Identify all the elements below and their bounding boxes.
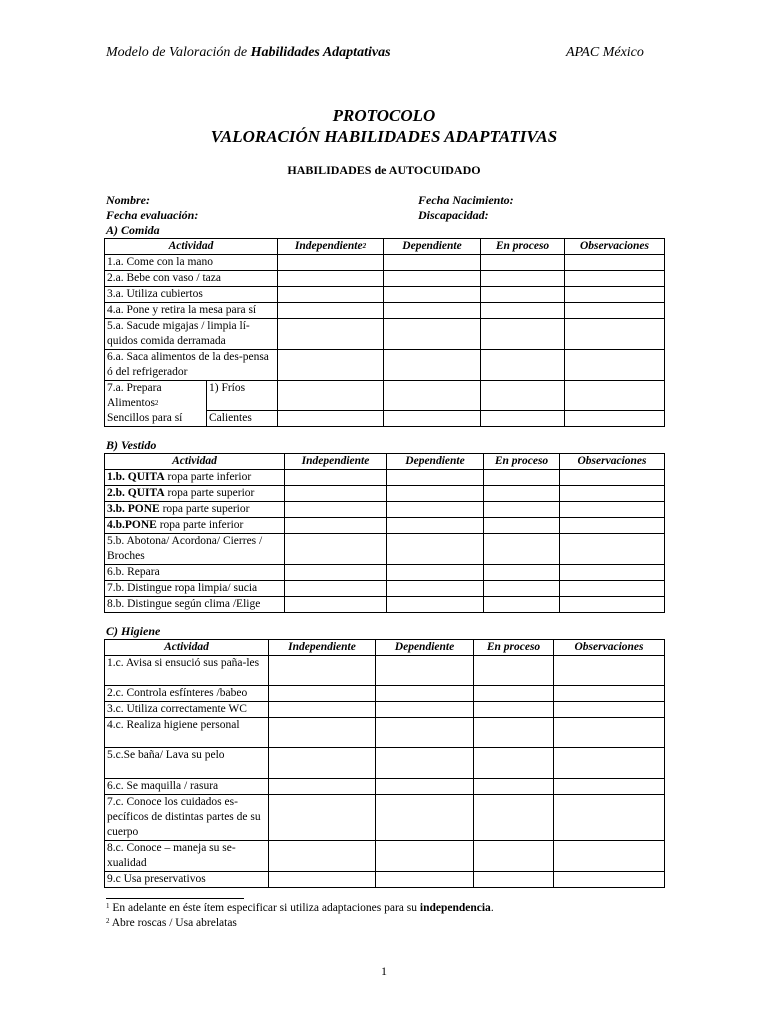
cell-en-proceso[interactable] [484, 518, 560, 534]
cell-independiente[interactable] [269, 718, 376, 748]
activity-text: 5.b. Abotona/ Acordona/ Cierres / Broches [107, 535, 263, 562]
cell-dependiente[interactable] [376, 656, 474, 686]
cell-en-proceso[interactable] [484, 565, 560, 581]
header-bold: Habilidades Adaptativas [250, 45, 391, 60]
cell-observaciones[interactable] [554, 718, 665, 748]
table-row [105, 597, 665, 613]
page-subtitle: VALORACIÓN HABILIDADES ADAPTATIVAS [210, 127, 558, 146]
cell-independiente[interactable] [278, 255, 384, 271]
table-vestido [104, 453, 665, 613]
cell-dependiente[interactable] [376, 702, 474, 718]
col-actividad: Actividad [105, 454, 285, 470]
col-actividad: Actividad [105, 640, 269, 656]
cell-independiente[interactable] [285, 565, 387, 581]
page-number: 1 [381, 964, 387, 978]
cell-en-proceso[interactable] [481, 255, 565, 271]
col-dependiente: Dependiente [387, 454, 484, 470]
cell-observaciones[interactable] [560, 518, 665, 534]
table-row [105, 779, 665, 795]
table-row [105, 381, 665, 411]
table-row [105, 656, 665, 686]
table-row [105, 271, 665, 287]
cell-en-proceso[interactable] [481, 271, 565, 287]
cell-en-proceso[interactable] [484, 581, 560, 597]
cell-observaciones[interactable] [554, 795, 665, 841]
col-en-proceso: En proceso [484, 454, 560, 470]
table-row [105, 872, 665, 888]
activity-text: 7.b. Distingue ropa limpia/ sucia [107, 582, 258, 594]
cell-en-proceso[interactable] [474, 718, 554, 748]
cell-observaciones[interactable] [554, 702, 665, 718]
table-row [105, 486, 665, 502]
cell-independiente[interactable] [269, 841, 376, 872]
table-row [105, 502, 665, 518]
table-row [105, 470, 665, 486]
activity-label [105, 381, 207, 427]
col-independiente [278, 239, 384, 255]
section-b-heading: B) Vestido [106, 438, 157, 452]
prepara-label-2: Sencillos para sí [107, 412, 183, 424]
table-row [105, 702, 665, 718]
activity-label: 3.a. Utiliza cubiertos [105, 287, 278, 303]
cell-observaciones[interactable] [560, 534, 665, 565]
activity-label [105, 581, 285, 597]
cell-en-proceso[interactable] [481, 287, 565, 303]
table-row [105, 350, 665, 381]
cell-en-proceso[interactable] [484, 470, 560, 486]
cell-independiente[interactable] [269, 656, 376, 686]
cell-en-proceso[interactable] [474, 686, 554, 702]
cell-observaciones[interactable] [565, 350, 665, 381]
activity-label: 6.a. Saca alimentos de la des-pensa ó del refrigerador [105, 350, 278, 381]
cell-observaciones[interactable] [554, 841, 665, 872]
activity-bold: 1.b. QUITA [107, 471, 165, 483]
cell-dependiente[interactable] [384, 303, 481, 319]
activity-bold: 3.b. PONE [107, 503, 160, 515]
table-row [105, 319, 665, 350]
activity-label: 8.c. Conoce – maneja su se-xualidad [105, 841, 269, 872]
cell-observaciones[interactable] [554, 686, 665, 702]
col-observaciones: Observaciones [565, 239, 665, 255]
footnote-2-mark: 2 [106, 917, 110, 925]
cell-en-proceso[interactable] [481, 319, 565, 350]
footnote-1-mark: 1 [106, 902, 110, 910]
cell-dependiente[interactable] [387, 565, 484, 581]
table-row [105, 718, 665, 748]
cell-en-proceso[interactable] [481, 350, 565, 381]
cell-en-proceso[interactable] [481, 303, 565, 319]
activity-bold: 4.b.PONE [107, 519, 157, 531]
footnote-1-bold: independencia [419, 902, 491, 914]
cell-en-proceso[interactable] [474, 795, 554, 841]
sub-activity-label: Calientes [207, 411, 278, 427]
activity-label: 9.c Usa preservativos [105, 872, 269, 888]
cell-en-proceso[interactable] [484, 486, 560, 502]
cell-dependiente[interactable] [384, 319, 481, 350]
cell-observaciones[interactable] [565, 319, 665, 350]
footnote-ref: 2 [154, 399, 159, 407]
sub-activity-label: 1) Fríos [207, 381, 278, 411]
table-row [105, 303, 665, 319]
cell-independiente[interactable] [278, 350, 384, 381]
cell-en-proceso[interactable] [474, 748, 554, 779]
cell-observaciones[interactable] [560, 581, 665, 597]
col-dependiente: Dependiente [384, 239, 481, 255]
cell-independiente[interactable] [285, 518, 387, 534]
cell-observaciones[interactable] [560, 597, 665, 613]
col-actividad: Actividad [105, 239, 278, 255]
activity-label [105, 486, 285, 502]
cell-dependiente[interactable] [384, 287, 481, 303]
cell-dependiente[interactable] [387, 581, 484, 597]
activity-text: 6.b. Repara [107, 566, 160, 578]
page-title: PROTOCOLO [332, 106, 436, 125]
activity-label [105, 534, 285, 565]
cell-observaciones[interactable] [554, 748, 665, 779]
col-independiente-text: Independiente [294, 240, 363, 252]
footnote-2 [106, 917, 237, 929]
activity-label: 4.a. Pone y retira la mesa para sí [105, 303, 278, 319]
col-observaciones: Observaciones [554, 640, 665, 656]
fecha-nacimiento-label: Fecha Nacimiento: [418, 193, 514, 207]
activity-label: 1.a. Come con la mano [105, 255, 278, 271]
footnote-ref: 2 [362, 242, 367, 250]
table-row [105, 686, 665, 702]
cell-observaciones[interactable] [560, 486, 665, 502]
col-observaciones: Observaciones [560, 454, 665, 470]
cell-independiente[interactable] [269, 686, 376, 702]
cell-independiente[interactable] [278, 303, 384, 319]
cell-observaciones[interactable] [554, 872, 665, 888]
cell-en-proceso[interactable] [474, 656, 554, 686]
section-heading: HABILIDADES de AUTOCUIDADO [287, 163, 481, 177]
nombre-label: Nombre: [106, 193, 150, 207]
footnote-1 [106, 902, 494, 914]
table-row [105, 287, 665, 303]
activity-text: ropa parte superior [159, 503, 250, 515]
cell-observaciones[interactable] [554, 779, 665, 795]
cell-en-proceso[interactable] [484, 534, 560, 565]
section-c-heading: C) Higiene [106, 624, 161, 638]
table-row [105, 841, 665, 872]
cell-dependiente[interactable] [376, 718, 474, 748]
table-comida [104, 238, 665, 427]
activity-label [105, 518, 285, 534]
table-row [105, 565, 665, 581]
cell-observaciones[interactable] [560, 565, 665, 581]
cell-dependiente[interactable] [376, 841, 474, 872]
discapacidad-label: Discapacidad: [418, 208, 489, 222]
cell-observaciones[interactable] [560, 470, 665, 486]
cell-dependiente[interactable] [387, 502, 484, 518]
activity-label [105, 565, 285, 581]
activity-text: ropa parte inferior [164, 471, 252, 483]
cell-observaciones[interactable] [565, 411, 665, 427]
cell-independiente[interactable] [269, 779, 376, 795]
cell-independiente[interactable] [285, 470, 387, 486]
cell-observaciones[interactable] [565, 381, 665, 411]
activity-label: 2.c. Controla esfínteres /babeo [105, 686, 269, 702]
cell-en-proceso[interactable] [481, 411, 565, 427]
cell-dependiente[interactable] [376, 779, 474, 795]
col-independiente: Independiente [285, 454, 387, 470]
cell-dependiente[interactable] [384, 381, 481, 411]
activity-label: 5.a. Sacude migajas / limpia lí-quidos comida derramada [105, 319, 278, 350]
document-header-title [106, 45, 391, 61]
footnote-1-end: . [490, 902, 494, 914]
cell-independiente[interactable] [285, 581, 387, 597]
cell-dependiente[interactable] [376, 872, 474, 888]
col-independiente: Independiente [269, 640, 376, 656]
cell-dependiente[interactable] [376, 686, 474, 702]
header-prefix: Modelo de Valoración de [106, 45, 251, 60]
cell-observaciones[interactable] [565, 287, 665, 303]
cell-en-proceso[interactable] [481, 381, 565, 411]
footnote-2-text: Abre roscas / Usa abrelatas [109, 917, 237, 929]
table-row [105, 795, 665, 841]
cell-dependiente[interactable] [384, 271, 481, 287]
footnote-separator [106, 898, 244, 899]
cell-dependiente[interactable] [387, 597, 484, 613]
activity-label [105, 470, 285, 486]
activity-text: ropa parte inferior [156, 519, 244, 531]
prepara-label: 7.a. Prepara Alimentos [107, 382, 162, 409]
col-dependiente: Dependiente [376, 640, 474, 656]
cell-dependiente[interactable] [387, 486, 484, 502]
cell-independiente[interactable] [269, 872, 376, 888]
col-en-proceso: En proceso [474, 640, 554, 656]
cell-dependiente[interactable] [384, 350, 481, 381]
activity-label: 7.c. Conoce los cuidados es-pecíficos de distintas partes de su cuerpo [105, 795, 269, 841]
cell-independiente[interactable] [278, 411, 384, 427]
table-row [105, 255, 665, 271]
cell-independiente[interactable] [278, 381, 384, 411]
activity-label [105, 597, 285, 613]
cell-en-proceso[interactable] [474, 872, 554, 888]
cell-observaciones[interactable] [554, 656, 665, 686]
activity-label: 6.c. Se maquilla / rasura [105, 779, 269, 795]
activity-text: ropa parte superior [164, 487, 255, 499]
cell-independiente[interactable] [269, 702, 376, 718]
section-a-heading: A) Comida [106, 223, 160, 237]
cell-independiente[interactable] [278, 287, 384, 303]
activity-label: 1.c. Avisa si ensució sus paña-les [105, 656, 269, 686]
activity-label [105, 502, 285, 518]
table-row [105, 581, 665, 597]
cell-en-proceso[interactable] [474, 702, 554, 718]
cell-independiente[interactable] [285, 597, 387, 613]
table-row [105, 534, 665, 565]
document-header-org: APAC México [566, 45, 644, 60]
cell-dependiente[interactable] [376, 748, 474, 779]
table-row [105, 748, 665, 779]
cell-dependiente[interactable] [387, 534, 484, 565]
cell-independiente[interactable] [278, 271, 384, 287]
cell-observaciones[interactable] [560, 502, 665, 518]
cell-independiente[interactable] [285, 486, 387, 502]
cell-independiente[interactable] [285, 534, 387, 565]
table-row [105, 518, 665, 534]
cell-independiente[interactable] [269, 748, 376, 779]
activity-label: 2.a. Bebe con vaso / taza [105, 271, 278, 287]
cell-independiente[interactable] [278, 319, 384, 350]
col-en-proceso: En proceso [481, 239, 565, 255]
footnote-1-text: En adelante en éste ítem especificar si utiliza adaptaciones para su [109, 902, 420, 914]
cell-observaciones[interactable] [565, 271, 665, 287]
cell-independiente[interactable] [285, 502, 387, 518]
cell-dependiente[interactable] [384, 411, 481, 427]
cell-en-proceso[interactable] [474, 779, 554, 795]
cell-observaciones[interactable] [565, 303, 665, 319]
cell-dependiente[interactable] [387, 518, 484, 534]
fecha-evaluacion-label: Fecha evaluación: [106, 208, 199, 222]
table-higiene [104, 639, 665, 888]
cell-independiente[interactable] [269, 795, 376, 841]
activity-label: 3.c. Utiliza correctamente WC [105, 702, 269, 718]
cell-en-proceso[interactable] [484, 597, 560, 613]
activity-label: 5.c.Se baña/ Lava su pelo [105, 748, 269, 779]
cell-dependiente[interactable] [384, 255, 481, 271]
cell-en-proceso[interactable] [474, 841, 554, 872]
cell-observaciones[interactable] [565, 255, 665, 271]
cell-dependiente[interactable] [376, 795, 474, 841]
activity-label: 4.c. Realiza higiene personal [105, 718, 269, 748]
cell-en-proceso[interactable] [484, 502, 560, 518]
cell-dependiente[interactable] [387, 470, 484, 486]
activity-bold: 2.b. QUITA [107, 487, 165, 499]
activity-text: 8.b. Distingue según clima /Elige [107, 598, 261, 610]
